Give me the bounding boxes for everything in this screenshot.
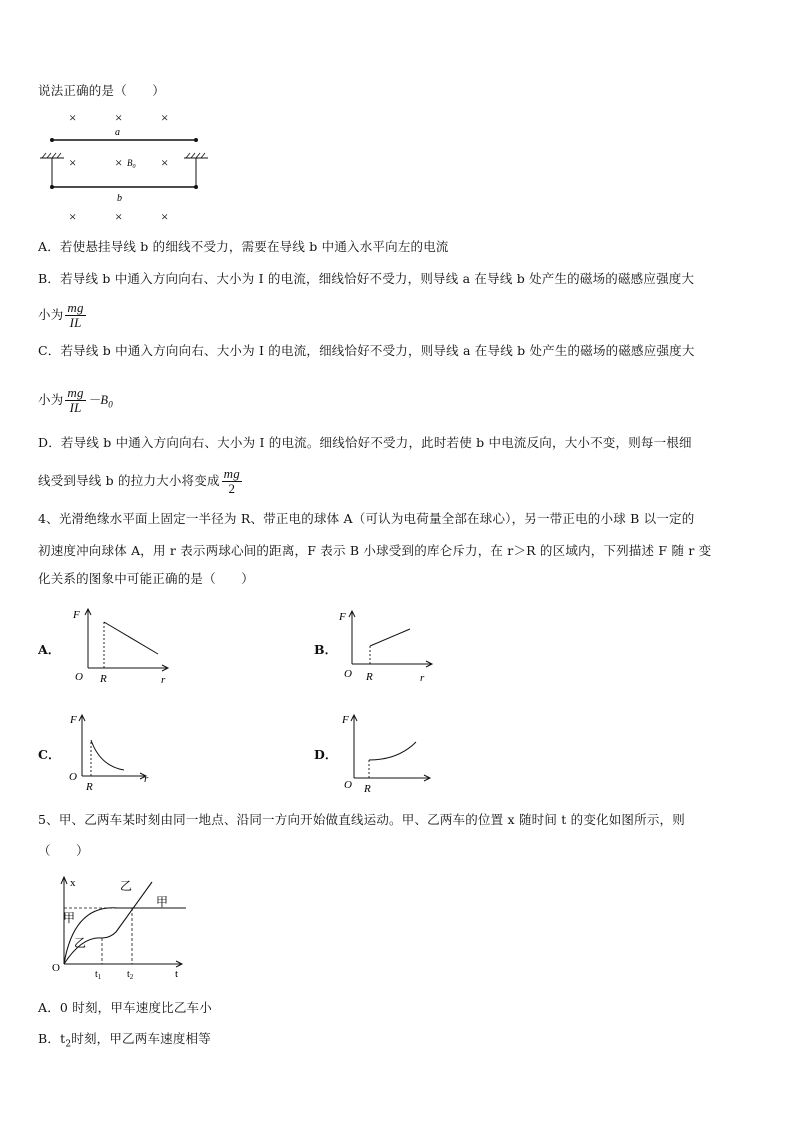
q5-x-axis-label: t [175, 968, 179, 980]
q4-graph-a [70, 606, 180, 690]
field-cross: × [115, 155, 123, 170]
field-cross: × [161, 110, 169, 125]
q5-origin: O [52, 962, 60, 974]
field-cross: × [115, 110, 123, 125]
wire-b-end [50, 185, 54, 189]
wire-b-label: b [117, 193, 122, 204]
field-cross: × [69, 155, 77, 170]
q5-line1: 5、甲、乙两车某时刻由同一地点、沿同一方向开始做直线运动。甲、乙两车的位置 x 随时间 t 的变化如图所示，则 [38, 812, 685, 827]
q4-graph-c [64, 712, 164, 796]
q3-option-d-fraction: $\frac{mg}{2}$ [223, 466, 240, 496]
q4-graph-d [338, 712, 438, 796]
q3-option-b-line2 [38, 298, 760, 332]
q3-option-c-line2 [38, 383, 760, 422]
q3-option-c-prefix: 小为 [38, 392, 64, 407]
svg-text:R: R [364, 783, 371, 795]
svg-text:F: F [73, 609, 80, 621]
q3-option-d-line2 [38, 464, 760, 498]
curve-c [91, 740, 124, 770]
svg-text:O: O [69, 771, 77, 783]
field-cross: × [69, 110, 77, 125]
wire-b-end [194, 185, 198, 189]
q5-y-axis-label: x [70, 877, 76, 889]
q3-wire-figure [36, 108, 216, 226]
field-cross: × [161, 209, 169, 224]
q5-label-yi-left: 乙 [74, 936, 87, 950]
field-cross: × [115, 209, 123, 224]
q3-option-d-prefix: 线受到导线 b 的拉力大小将变成 [38, 473, 220, 488]
curve-a [104, 622, 158, 654]
svg-text:F: F [70, 714, 77, 726]
q5-option-a: A．0 时刻，甲车速度比乙车小 [38, 1000, 212, 1015]
q3-stem: 说法正确的是（ ） [38, 83, 166, 98]
q5-t1-label: $t_1$ [95, 969, 102, 981]
q3-option-c-fraction: $\frac{mg}{IL}$ [67, 385, 84, 415]
q4-graph-b [336, 608, 446, 692]
q4-option-c-label: C． [38, 747, 61, 762]
q4-line2: 初速度冲向球体 A，用 r 表示两球心间的距离，F 表示 B 小球受到的库仑斥力，在 r＞R 的区域内，下列描述 F 随 r 变 [38, 543, 712, 558]
svg-text:r: r [420, 672, 425, 684]
q4-option-b-label: B． [314, 642, 338, 657]
svg-text:R: R [86, 781, 93, 793]
svg-text:O: O [75, 671, 83, 683]
wire-a-end [194, 138, 198, 142]
hatch-right [186, 153, 205, 158]
svg-text:r: r [161, 674, 166, 686]
hatch-left [42, 153, 61, 158]
q4-option-a-label: A． [38, 642, 61, 657]
field-cross: × [161, 155, 169, 170]
curve-d [369, 742, 416, 760]
q3-option-d-line1: D．若导线 b 中通入方向向右、大小为 I 的电流。细线恰好不受力，此时若使 b 中电流反向，大小不变，则每一根细 [38, 435, 692, 450]
q3-option-c-minus-b0: $-B_0$ [87, 393, 113, 410]
q5-label-jia-right: 甲 [156, 895, 169, 909]
q4-line1: 4、光滑绝缘水平面上固定一半径为 R、带正电的球体 A（可认为电荷量全部在球心），另一带正电的小球 B 以一定的 [38, 511, 695, 526]
q3-option-b-fraction: $\frac{mg}{IL}$ [67, 300, 84, 330]
svg-text:F: F [339, 611, 346, 623]
q3-option-a: A．若使悬挂导线 b 的细线不受力，需要在导线 b 中通入水平向左的电流 [38, 239, 449, 254]
q5-t2-label: $t_2$ [127, 969, 134, 981]
curve-b [370, 629, 410, 646]
svg-text:F: F [342, 714, 349, 726]
B0-label: $B_0$ [127, 158, 136, 170]
q5-label-jia-left: 甲 [63, 911, 76, 925]
field-cross: × [69, 209, 77, 224]
curve-yi [64, 882, 152, 964]
q3-option-b-prefix: 小为 [38, 307, 64, 322]
wire-a-end [50, 138, 54, 142]
svg-text:O: O [344, 668, 352, 680]
q5-option-b: B．$t_2$时刻，甲乙两车速度相等 [38, 1031, 211, 1050]
q5-label-yi-top: 乙 [120, 879, 133, 893]
svg-text:r: r [144, 773, 149, 785]
q3-option-c-line1: C．若导线 b 中通入方向向右、大小为 I 的电流，细线恰好不受力，则导线 a 在导线 b 处产生的磁场的磁感应强度大 [38, 343, 695, 358]
q3-option-b-line1: B．若导线 b 中通入方向向右、大小为 I 的电流，细线恰好不受力，则导线 a 在导线 b 处产生的磁场的磁感应强度大 [38, 271, 695, 286]
q4-option-d-label: D． [314, 747, 338, 762]
q4-line3: 化关系的图象中可能正确的是（ ） [38, 571, 254, 586]
wire-a-label: a [115, 127, 120, 138]
svg-text:R: R [100, 673, 107, 685]
svg-text:R: R [366, 671, 373, 683]
svg-text:O: O [344, 779, 352, 791]
q5-position-time-graph [48, 874, 198, 980]
q5-line2: （ ） [38, 843, 89, 858]
